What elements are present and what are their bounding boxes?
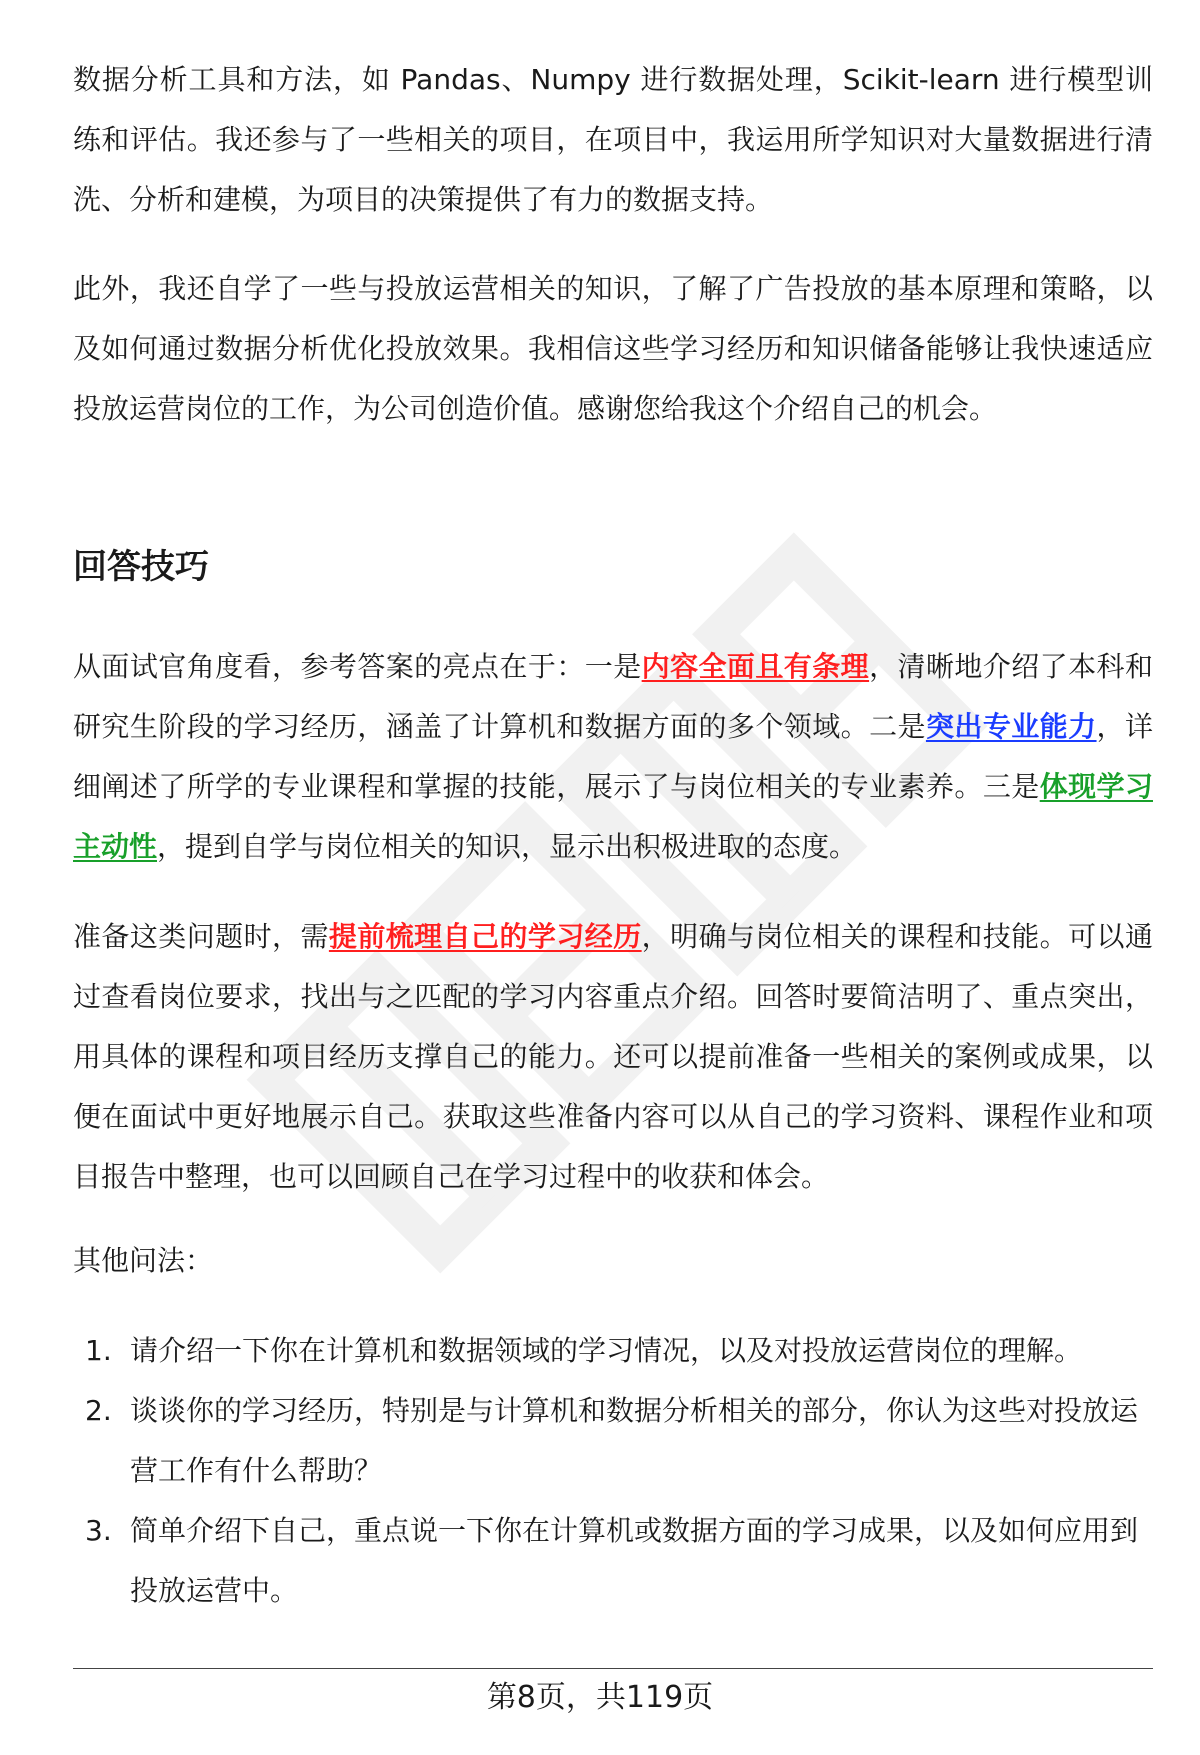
question-text: 简单介绍下自己，重点说一下你在计算机或数据方面的学习成果，以及如何应用到投放运营中。 [130, 1514, 1139, 1607]
question-number: 1. [85, 1334, 112, 1367]
tips-text-1: 从面试官角度看，参考答案的亮点在于：一是 [73, 650, 642, 683]
prep-text-2: ，明确与岗位相关的课程和技能。可以通过查看岗位要求，找出与之匹配的学习内容重点介绍。回答时要简洁明了、重点突出，用具体的课程和项目经历支撑自己的能力。还可以提前准备一些相关的案例或成果，以便在面试中更好地展示自己。获取这些准备内容可以从自己的学习资料、课程作业和项目报告中整理，也可以回顾自己在学习过程中的收获和体会。 [73, 920, 1153, 1193]
prep-text-1: 准备这类问题时，需 [73, 920, 329, 953]
prep-paragraph [73, 907, 1153, 1207]
question-item [73, 1381, 1153, 1501]
section-heading: 回答技巧 [73, 547, 209, 587]
footer-divider [73, 1668, 1153, 1669]
page-number-footer: 第8页，共119页 [486, 1680, 714, 1715]
highlight-organize-experience: 提前梳理自己的学习经历 [328, 920, 642, 953]
tips-text-2: ，清晰地介绍了本科和研究生阶段的学习经历，涵盖了计算机和数据方面的多个领域。二是 [73, 650, 1153, 743]
intro-paragraph-closing: 此外，我还自学了一些与投放运营相关的知识，了解了广告投放的基本原理和策略，以及如何通过数据分析优化投放效果。我相信这些学习经历和知识储备能够让我快速适应投放运营岗位的工作，为公司创造价值。感谢您给我这个介绍自己的机会。 [73, 272, 1153, 425]
question-number: 2. [85, 1394, 112, 1427]
other-questions-label: 其他问法： [73, 1244, 214, 1277]
highlight-initiative: 体现学习主动性 [73, 770, 1153, 863]
tips-text-3: ，详细阐述了所学的专业课程和掌握的技能，展示了与岗位相关的专业素养。三是 [73, 710, 1153, 803]
question-item [73, 1321, 1153, 1381]
highlight-comprehensive: 内容全面且有条理 [641, 650, 870, 683]
highlight-professional: 突出专业能力 [925, 710, 1097, 743]
question-item [73, 1501, 1153, 1621]
question-number: 3. [85, 1514, 112, 1547]
question-text: 请介绍一下你在计算机和数据领域的学习情况，以及对投放运营岗位的理解。 [130, 1334, 1083, 1367]
tips-paragraph [73, 637, 1153, 877]
other-questions-list [73, 1321, 1153, 1621]
intro-paragraph-continued: 数据分析工具和方法，如 Pandas、Numpy 进行数据处理，Scikit-learn 进行模型训练和评估。我还参与了一些相关的项目，在项目中，我运用所学知识对大量数据进行清洗、分析和建模，为项目的决策提供了有力的数据支持。 [73, 63, 1153, 216]
tips-text-4: ，提到自学与岗位相关的知识，显示出积极进取的态度。 [157, 830, 858, 863]
question-text: 谈谈你的学习经历，特别是与计算机和数据分析相关的部分，你认为这些对投放运营工作有什么帮助？ [130, 1394, 1139, 1487]
